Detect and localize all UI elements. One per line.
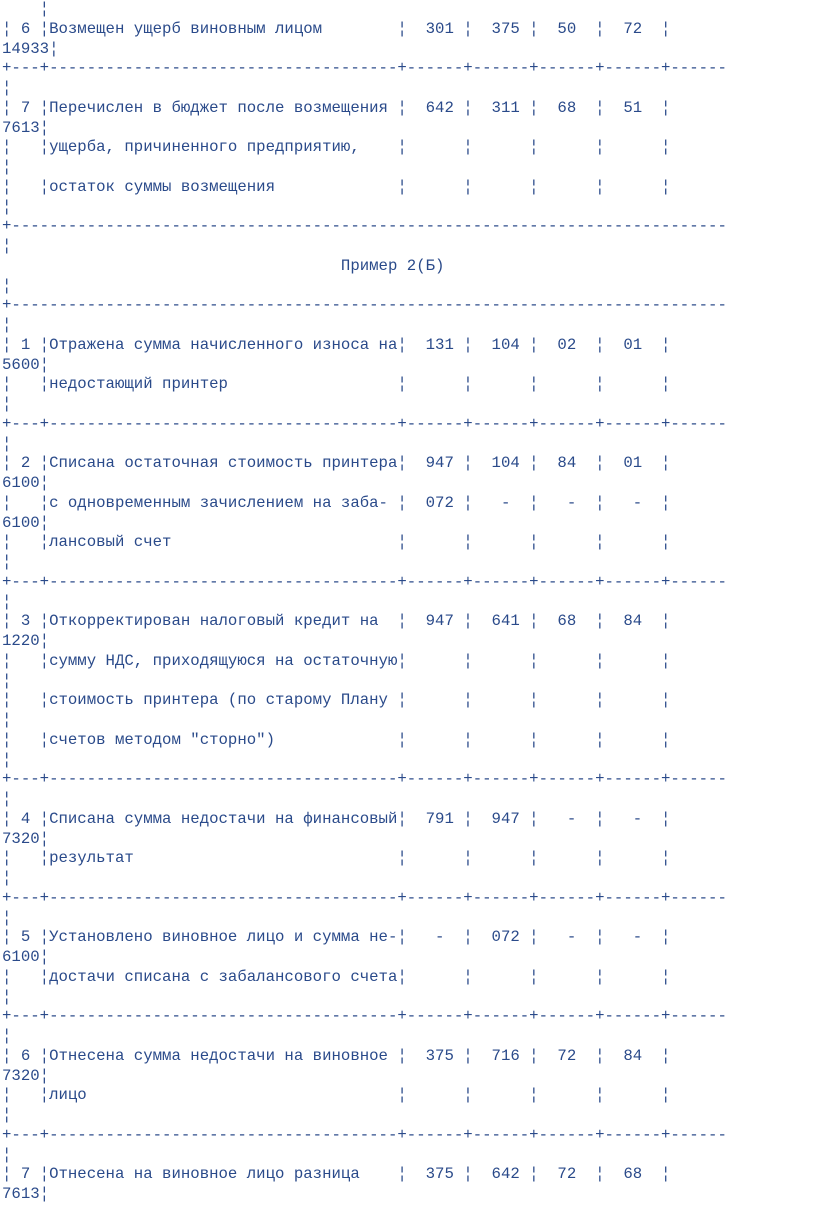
text-line: +---+-------------------------------------+------+------+------+------+------ bbox=[2, 414, 727, 433]
text-line: 5600¦ bbox=[2, 355, 50, 374]
text-line: ¦ bbox=[2, 671, 12, 690]
text-line: ¦ bbox=[2, 276, 12, 295]
text-line: +---+-------------------------------------+------+------+------+------+------ bbox=[2, 770, 727, 789]
text-line: 7320¦ bbox=[2, 1066, 50, 1085]
text-line: ¦ ¦стоимость принтера (по старому Плану ¦ ¦ ¦ ¦ ¦ bbox=[2, 691, 671, 710]
text-line: ¦ bbox=[2, 908, 12, 927]
text-line: ¦ bbox=[2, 197, 12, 216]
text-line: ¦ ¦с одновременным зачислением на заба- ¦ 072 ¦ - ¦ - ¦ - ¦ bbox=[2, 493, 671, 512]
text-line: ¦ bbox=[2, 0, 50, 18]
text-line: ¦ bbox=[2, 237, 12, 255]
text-line: ¦ ¦достачи списана с забалансового счета¦ ¦ ¦ ¦ ¦ bbox=[2, 967, 671, 986]
text-line: ¦ ¦счетов методом "сторно") ¦ ¦ ¦ ¦ ¦ bbox=[2, 730, 671, 749]
text-line: ¦ bbox=[2, 869, 12, 887]
text-line: +---+-------------------------------------+------+------+------+------+------ bbox=[2, 1125, 727, 1144]
text-line: 6100¦ bbox=[2, 513, 50, 532]
text-line: ¦ bbox=[2, 158, 12, 176]
text-line: ¦ bbox=[2, 790, 12, 808]
text-line: ¦ bbox=[2, 1145, 12, 1164]
document-page bbox=[2, 0, 814, 1209]
text-line: ¦ bbox=[2, 79, 12, 97]
text-line: ¦ 7 ¦Перечислен в бюджет после возмещения ¦ 642 ¦ 311 ¦ 68 ¦ 51 ¦ bbox=[2, 98, 671, 117]
text-line: ¦ ¦сумму НДС, приходящуюся на остаточную¦ ¦ ¦ ¦ ¦ bbox=[2, 651, 671, 670]
text-line: ¦ bbox=[2, 592, 12, 611]
text-line: ¦ 5 ¦Установлено виновное лицо и сумма не-¦ - ¦ 072 ¦ - ¦ - ¦ bbox=[2, 928, 671, 947]
text-line: +---------------------------------------------------------------------------- bbox=[2, 296, 727, 315]
text-line: ¦ 6 ¦Отнесена сумма недостачи на виновное ¦ 375 ¦ 716 ¦ 72 ¦ 84 ¦ bbox=[2, 1046, 671, 1065]
text-line: ¦ ¦лицо ¦ ¦ ¦ ¦ ¦ bbox=[2, 1086, 671, 1105]
text-line: +---+-------------------------------------+------+------+------+------+------ bbox=[2, 888, 727, 907]
text-line: ¦ ¦остаток суммы возмещения ¦ ¦ ¦ ¦ ¦ bbox=[2, 177, 671, 196]
text-line: ¦ bbox=[2, 553, 12, 571]
text-line: 6100¦ bbox=[2, 474, 50, 492]
text-line: ¦ 2 ¦Списана остаточная стоимость принтера¦ 947 ¦ 104 ¦ 84 ¦ 01 ¦ bbox=[2, 454, 671, 473]
text-line: 7320¦ bbox=[2, 829, 50, 848]
text-line: ¦ bbox=[2, 987, 12, 1006]
text-line: ¦ ¦результат ¦ ¦ ¦ ¦ ¦ bbox=[2, 849, 671, 868]
text-line: 1220¦ bbox=[2, 632, 50, 650]
section-heading: Пример 2(Б) bbox=[2, 256, 445, 275]
text-line: ¦ 1 ¦Отражена сумма начисленного износа на¦ 131 ¦ 104 ¦ 02 ¦ 01 ¦ bbox=[2, 335, 671, 354]
text-line: 7613¦ bbox=[2, 1185, 50, 1203]
text-line: ¦ bbox=[2, 711, 12, 729]
text-line: +---+-------------------------------------+------+------+------+------+------ bbox=[2, 59, 727, 78]
text-line: 7613¦ bbox=[2, 118, 50, 137]
text-line: ¦ bbox=[2, 1106, 12, 1124]
text-line: ¦ 3 ¦Откорректирован налоговый кредит на ¦ 947 ¦ 641 ¦ 68 ¦ 84 ¦ bbox=[2, 612, 671, 631]
text-line: ¦ bbox=[2, 434, 12, 453]
text-line: ¦ bbox=[2, 750, 12, 769]
text-line: ¦ 7 ¦Отнесена на виновное лицо разница ¦ 375 ¦ 642 ¦ 72 ¦ 68 ¦ bbox=[2, 1165, 671, 1184]
text-line: ¦ ¦недостающий принтер ¦ ¦ ¦ ¦ ¦ bbox=[2, 375, 671, 394]
text-line: ¦ bbox=[2, 316, 12, 334]
text-line: ¦ 4 ¦Списана сумма недостачи на финансовый¦ 791 ¦ 947 ¦ - ¦ - ¦ bbox=[2, 809, 671, 828]
text-line: 6100¦ bbox=[2, 948, 50, 966]
text-line: ¦ bbox=[2, 1027, 12, 1045]
text-line: ¦ ¦ущерба, причиненного предприятию, ¦ ¦ ¦ ¦ ¦ bbox=[2, 138, 671, 157]
text-line: 14933¦ bbox=[2, 39, 59, 58]
text-line: +---+-------------------------------------+------+------+------+------+------ bbox=[2, 1007, 727, 1026]
text-line: ¦ bbox=[2, 395, 12, 413]
text-line: ¦ 6 ¦Возмещен ущерб виновным лицом ¦ 301 ¦ 375 ¦ 50 ¦ 72 ¦ bbox=[2, 19, 671, 38]
text-line: +---+-------------------------------------+------+------+------+------+------ bbox=[2, 572, 727, 591]
text-line: +---------------------------------------------------------------------------- bbox=[2, 217, 727, 236]
text-line: ¦ ¦лансовый счет ¦ ¦ ¦ ¦ ¦ bbox=[2, 533, 671, 552]
